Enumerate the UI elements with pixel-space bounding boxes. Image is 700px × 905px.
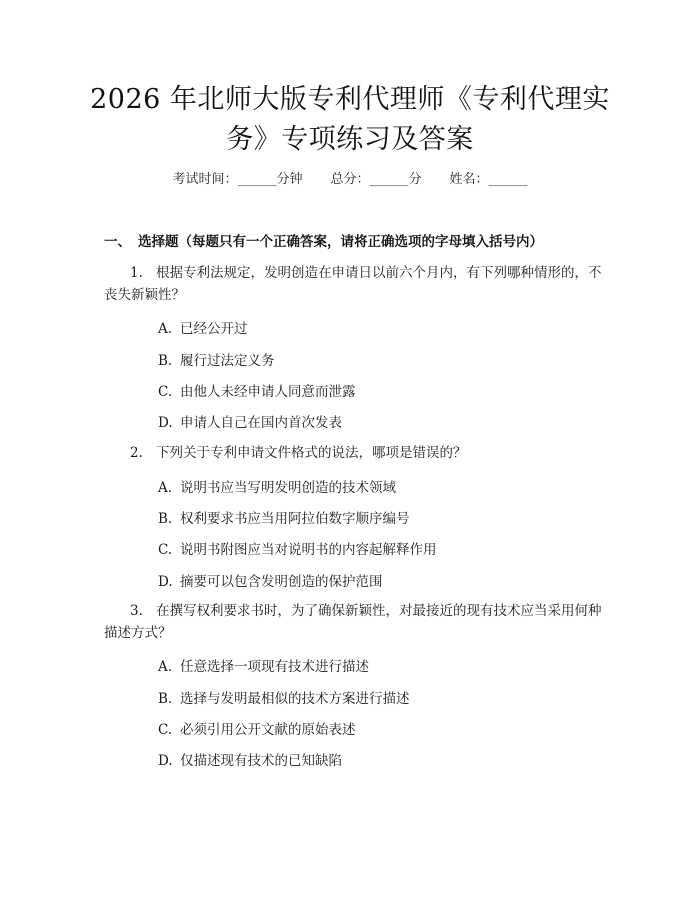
option-letter: B. (158, 511, 173, 527)
title-line-2: 务》专项练习及答案 (226, 124, 474, 155)
option-letter: A. (158, 659, 173, 675)
option-letter: C. (158, 384, 173, 400)
section-text: 选择题（每题只有一个正确答案，请将正确选项的字母填入括号内） (138, 234, 543, 250)
question-2-option-c (158, 538, 437, 558)
question-text: 根据专利法规定，发明创造在申请日以前六个月内，有下列哪种情形的，不丧失新颖性？ (104, 265, 602, 303)
document-title (90, 80, 610, 160)
option-letter: B. (158, 353, 173, 369)
question-2-option-a (158, 476, 396, 496)
option-letter: A. (158, 321, 173, 337)
option-letter: A. (158, 480, 173, 496)
title-line-1: 2026 年北师大版专利代理师《专利代理实 (90, 84, 610, 115)
question-text: 在撰写权利要求书时，为了确保新颖性，对最接近的现有技术应当采用何种描述方式？ (104, 603, 602, 641)
question-number: 3. (130, 603, 143, 619)
option-letter: C. (158, 542, 173, 558)
exam-score: 总分：______分 (330, 172, 422, 187)
exam-time: 考试时间：______分钟 (172, 172, 303, 187)
option-letter: D. (158, 574, 173, 590)
option-text: 申请人自己在国内首次发表 (180, 415, 342, 431)
question-1-option-c (158, 380, 356, 400)
question-3-option-a (158, 655, 369, 675)
option-text: 选择与发明最相似的技术方案进行描述 (180, 691, 410, 707)
question-1 (104, 262, 604, 306)
question-1-option-d (158, 411, 342, 431)
option-letter: C. (158, 722, 173, 738)
question-2 (104, 442, 604, 464)
option-letter: D. (158, 753, 173, 769)
option-text: 任意选择一项现有技术进行描述 (180, 659, 369, 675)
question-2-option-b (158, 507, 410, 527)
option-text: 已经公开过 (180, 321, 248, 337)
option-text: 说明书应当写明发明创造的技术领域 (180, 480, 396, 496)
question-3-option-c (158, 718, 356, 738)
question-2-option-d (158, 570, 383, 590)
question-3 (104, 600, 604, 644)
option-letter: B. (158, 691, 173, 707)
option-text: 摘要可以包含发明创造的保护范围 (180, 574, 383, 590)
option-text: 由他人未经申请人同意而泄露 (180, 384, 356, 400)
exam-meta (0, 168, 700, 187)
option-text: 必须引用公开文献的原始表述 (180, 722, 356, 738)
question-text: 下列关于专利申请文件格式的说法，哪项是错误的？ (156, 445, 467, 461)
question-number: 2. (130, 445, 143, 461)
question-1-option-a (158, 317, 248, 337)
question-3-option-d (158, 749, 342, 769)
section-heading (104, 230, 543, 250)
option-text: 说明书附图应当对说明书的内容起解释作用 (180, 542, 437, 558)
option-letter: D. (158, 415, 173, 431)
option-text: 权利要求书应当用阿拉伯数字顺序编号 (180, 511, 410, 527)
section-number: 一、 (104, 234, 131, 250)
option-text: 履行过法定义务 (180, 353, 275, 369)
question-3-option-b (158, 687, 410, 707)
exam-name: 姓名：______ (449, 172, 528, 187)
option-text: 仅描述现有技术的已知缺陷 (180, 753, 342, 769)
question-number: 1. (130, 265, 143, 281)
question-1-option-b (158, 349, 275, 369)
